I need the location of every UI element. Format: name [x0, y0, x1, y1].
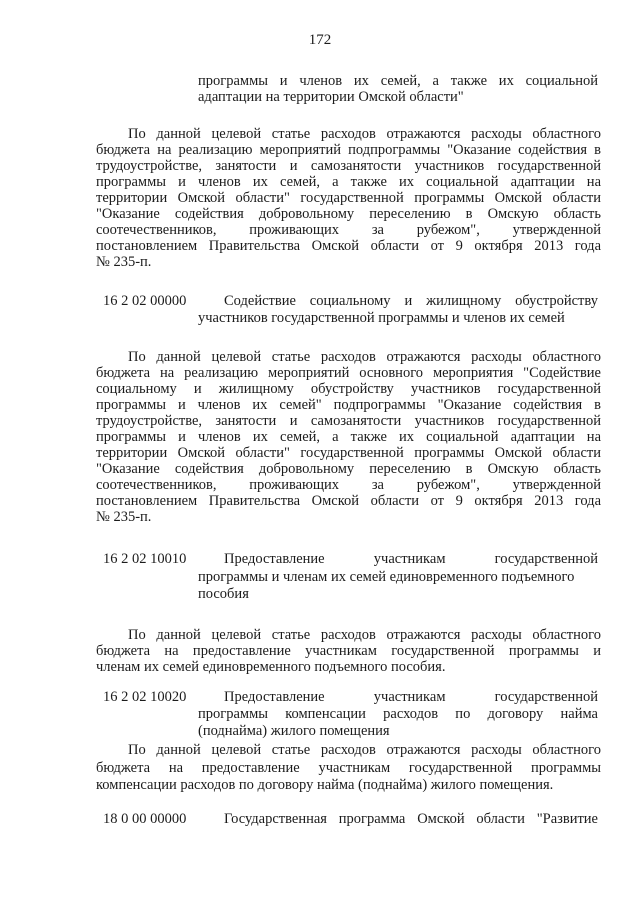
paragraph-line: трудоустройстве, занятости и самозанятости участников государственной [96, 158, 601, 174]
paragraph-line: По данной целевой статье расходов отражаются расходы областного [128, 627, 601, 643]
paragraph-line: По данной целевой статье расходов отражаются расходы областного [128, 742, 601, 758]
budget-code: 16 2 02 10020 [103, 689, 187, 705]
paragraph-line: "Оказание содействия добровольному переселению в Омскую область [96, 461, 601, 477]
paragraph-line: соотечественников, проживающих за рубежом", утвержденной [96, 222, 601, 238]
paragraph-line: компенсации расходов по договору найма (поднайма) жилого помещения. [96, 777, 554, 793]
section-title-line: пособия [198, 586, 249, 602]
paragraph-line: "Оказание содействия добровольному переселению в Омскую область [96, 206, 601, 222]
budget-code: 16 2 02 00000 [103, 293, 187, 309]
paragraph-line: бюджета на предоставление участникам государственной программы [96, 760, 601, 776]
section-title-line: Государственная программа Омской области "Развитие [224, 811, 598, 827]
intro-line: программы и членов их семей, а также их социальной [198, 73, 598, 89]
paragraph-line: постановлением Правительства Омской области от 9 октября 2013 года [96, 493, 601, 509]
paragraph-line: программы и членов их семей, а также их социальной адаптации на [96, 429, 601, 445]
paragraph-line: территории Омской области" государственной программы Омской области [96, 445, 601, 461]
intro-line: адаптации на территории Омской области" [198, 89, 464, 105]
paragraph-line: По данной целевой статье расходов отражаются расходы областного [128, 349, 601, 365]
paragraph-line: программы и членов их семей" подпрограммы "Оказание содействия в [96, 397, 601, 413]
budget-code: 18 0 00 00000 [103, 811, 187, 827]
paragraph-line: бюджета на предоставление участникам государственной программы и [96, 643, 601, 659]
paragraph-line: бюджета на реализацию мероприятий основного мероприятия "Содействие [96, 365, 601, 381]
paragraph-line: По данной целевой статье расходов отражаются расходы областного [128, 126, 601, 142]
section-title-line: программы и членам их семей единовременного подъемного [198, 569, 575, 585]
paragraph-line: программы и членов их семей, а также их социальной адаптации на [96, 174, 601, 190]
paragraph-line: соотечественников, проживающих за рубежом", утвержденной [96, 477, 601, 493]
page-number: 172 [308, 32, 332, 48]
paragraph-line: постановлением Правительства Омской области от 9 октября 2013 года [96, 238, 601, 254]
paragraph-line: территории Омской области" государственной программы Омской области [96, 190, 601, 206]
paragraph-line: трудоустройстве, занятости и самозанятости участников государственной [96, 413, 601, 429]
section-title-line: Предоставление участникам государственной [224, 551, 598, 567]
paragraph-line: членам их семей единовременного подъемного пособия. [96, 659, 446, 675]
section-title-line: Предоставление участникам государственной [224, 689, 598, 705]
budget-code: 16 2 02 10010 [103, 551, 187, 567]
section-title-line: участников государственной программы и членов их семей [198, 310, 565, 326]
section-title-line: (поднайма) жилого помещения [198, 723, 390, 739]
section-title-line: программы компенсации расходов по договору найма [198, 706, 598, 722]
paragraph-line: социальному и жилищному обустройству участников государственной [96, 381, 601, 397]
section-title-line: Содействие социальному и жилищному обустройству [224, 293, 598, 309]
paragraph-line: № 235-п. [96, 509, 152, 525]
paragraph-line: № 235-п. [96, 254, 152, 270]
paragraph-line: бюджета на реализацию мероприятий подпрограммы "Оказание содействия в [96, 142, 601, 158]
